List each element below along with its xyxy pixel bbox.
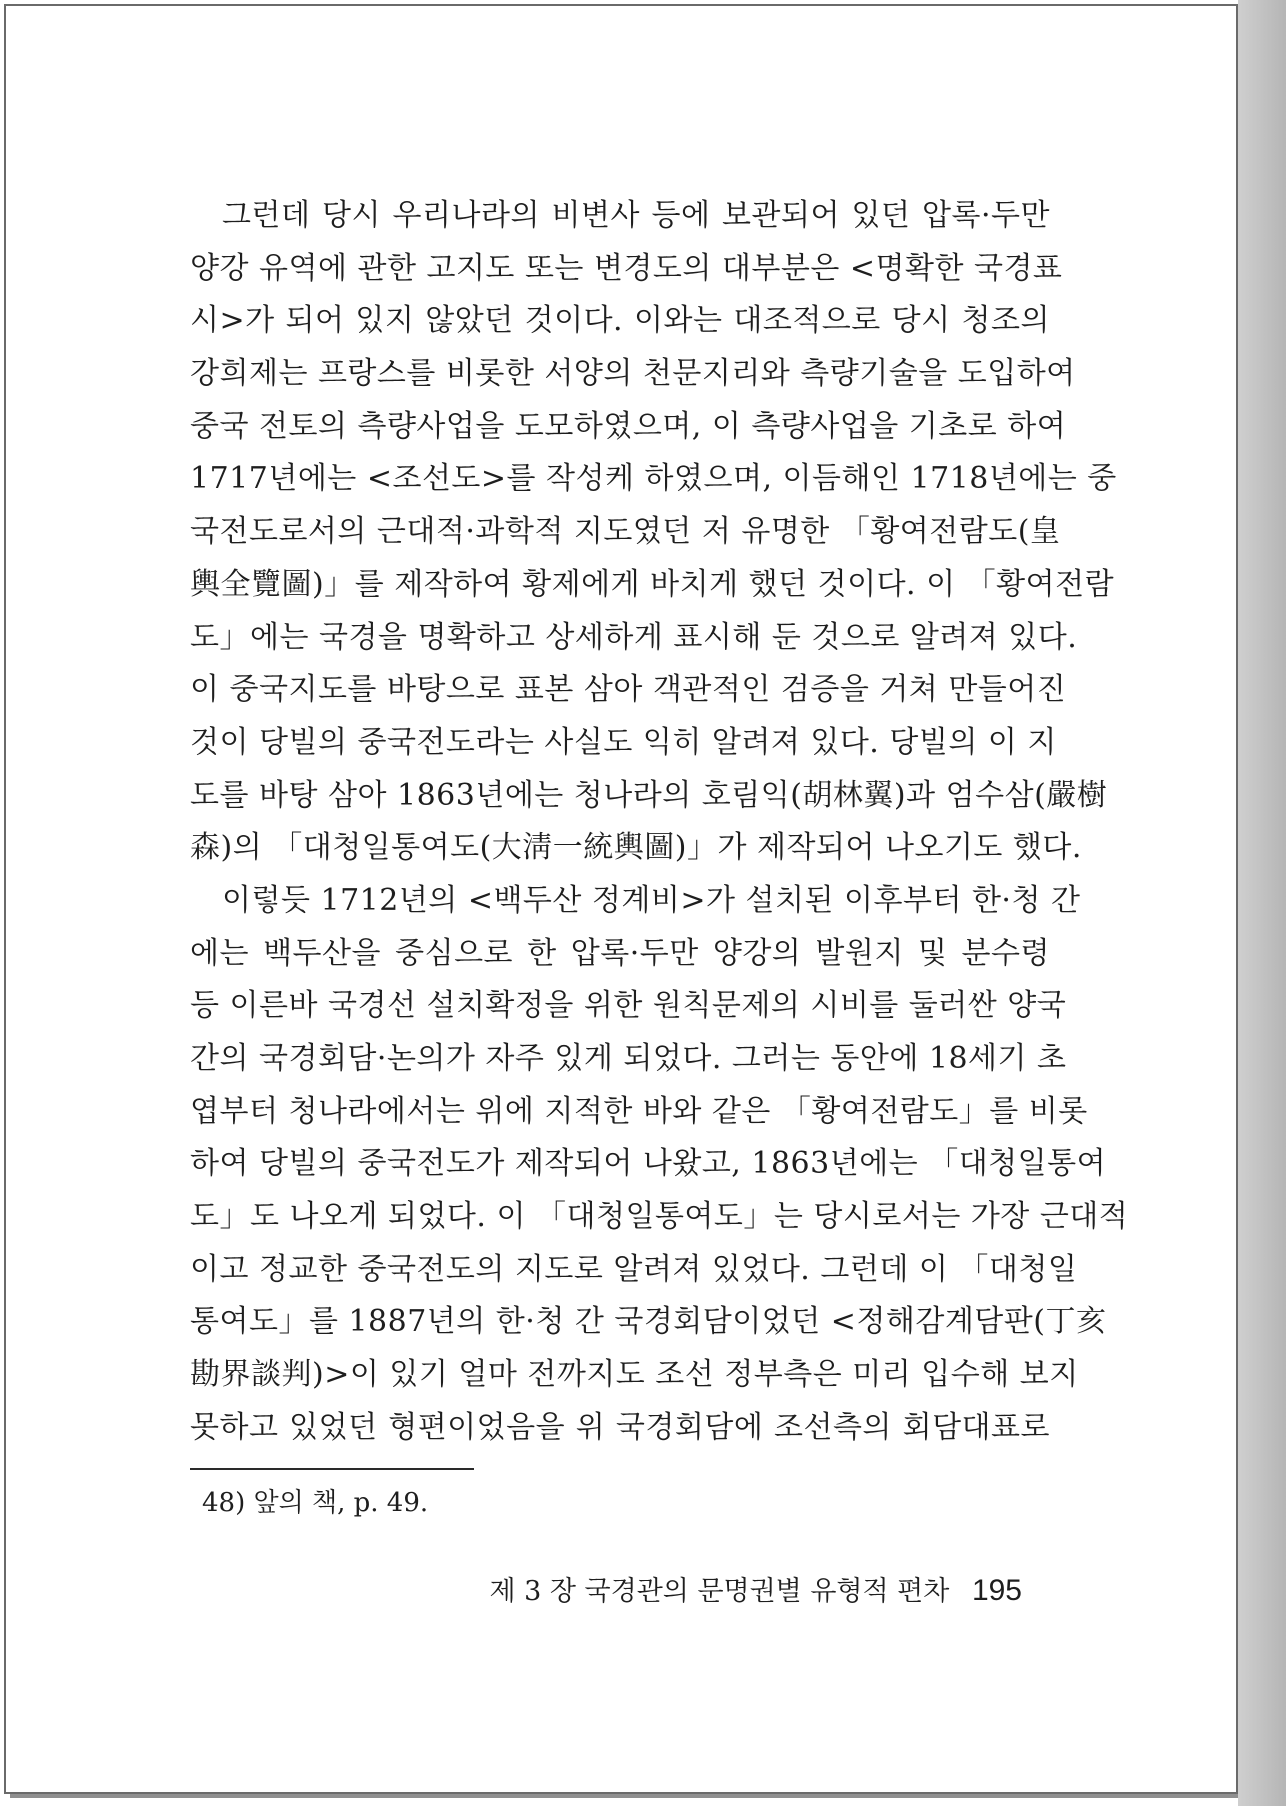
text-line: 이렇듯 1712년의 <백두산 정계비>가 설치된 이후부터 한·청 간	[222, 882, 1081, 918]
text-line: 도」도 나오게 되었다. 이 「대청일통여도」는 당시로서는 가장 근대적	[190, 1199, 1129, 1235]
text-line: 것이 당빌의 중국전도라는 사실도 익히 알려져 있다. 당빌의 이 지	[190, 724, 1057, 760]
text-line: 도를 바탕 삼아 1863년에는 청나라의 호림익(胡林翼)과 엄수삼(嚴樹	[190, 777, 1108, 813]
text-line: 등 이른바 국경선 설치확정을 위한 원칙문제의 시비를 둘러싼 양국	[190, 988, 1067, 1024]
footnote: 48) 앞의 책, p. 49.	[202, 1488, 429, 1518]
page-edge	[1238, 0, 1286, 1806]
text-line: 이 중국지도를 바탕으로 표본 삼아 객관적인 검증을 거쳐 만들어진	[190, 672, 1067, 708]
text-line: 그런데 당시 우리나라의 비변사 등에 보관되어 있던 압록·두만	[222, 198, 1050, 233]
text-line: 중국 전토의 측량사업을 도모하였으며, 이 측량사업을 기초로 하여	[190, 408, 1067, 444]
text-line: 이고 정교한 중국전도의 지도로 알려져 있었다. 그런데 이 「대청일	[190, 1251, 1078, 1287]
text-line: 엽부터 청나라에서는 위에 지적한 바와 같은 「황여전람도」를 비롯	[190, 1093, 1088, 1129]
text-line: 강희제는 프랑스를 비롯한 서양의 천문지리와 측량기술을 도입하여	[190, 356, 1076, 392]
text-line: 하여 당빌의 중국전도가 제작되어 나왔고, 1863년에는 「대청일통여	[190, 1146, 1107, 1182]
text-line: 에는 백두산을 중심으로 한 압록·두만 양강의 발원지 및 분수령	[190, 935, 1050, 971]
page-number: 195	[971, 1574, 1022, 1607]
text-line: 1717년에는 <조선도>를 작성케 하였으며, 이듬해인 1718년에는 중	[190, 461, 1117, 497]
text-line: 국전도로서의 근대적·과학적 지도였던 저 유명한 「황여전람도(皇	[190, 514, 1061, 550]
running-footer	[489, 1573, 1022, 1610]
text-line: 간의 국경회담·논의가 자주 있게 되었다. 그러는 동안에 18세기 초	[190, 1041, 1067, 1076]
text-line: 못하고 있었던 형편이었음을 위 국경회담에 조선측의 회담대표로	[190, 1409, 1050, 1445]
text-line: 양강 유역에 관한 고지도 또는 변경도의 대부분은 <명확한 국경표	[190, 250, 1063, 286]
text-line: 輿全覽圖)」를 제작하여 황제에게 바치게 했던 것이다. 이 「황여전람	[190, 566, 1115, 602]
text-line: 森)의 「대청일통여도(大淸一統輿圖)」가 제작되어 나오기도 했다.	[190, 830, 1082, 866]
footnote-rule	[190, 1468, 474, 1470]
text-line: 시>가 되어 있지 않았던 것이다. 이와는 대조적으로 당시 청조의	[190, 303, 1050, 339]
chapter-title: 제 3 장 국경관의 문명권별 유형적 편차	[489, 1576, 950, 1607]
body-text	[190, 190, 1129, 1455]
text-line: 통여도」를 1887년의 한·청 간 국경회담이었던 <정해감계담판(丁亥	[190, 1304, 1107, 1340]
text-line: 勘界談判)>이 있기 얼마 전까지도 조선 정부측은 미리 입수해 보지	[190, 1357, 1079, 1393]
text-line: 도」에는 국경을 명확하고 상세하게 표시해 둔 것으로 알려져 있다.	[190, 619, 1078, 655]
